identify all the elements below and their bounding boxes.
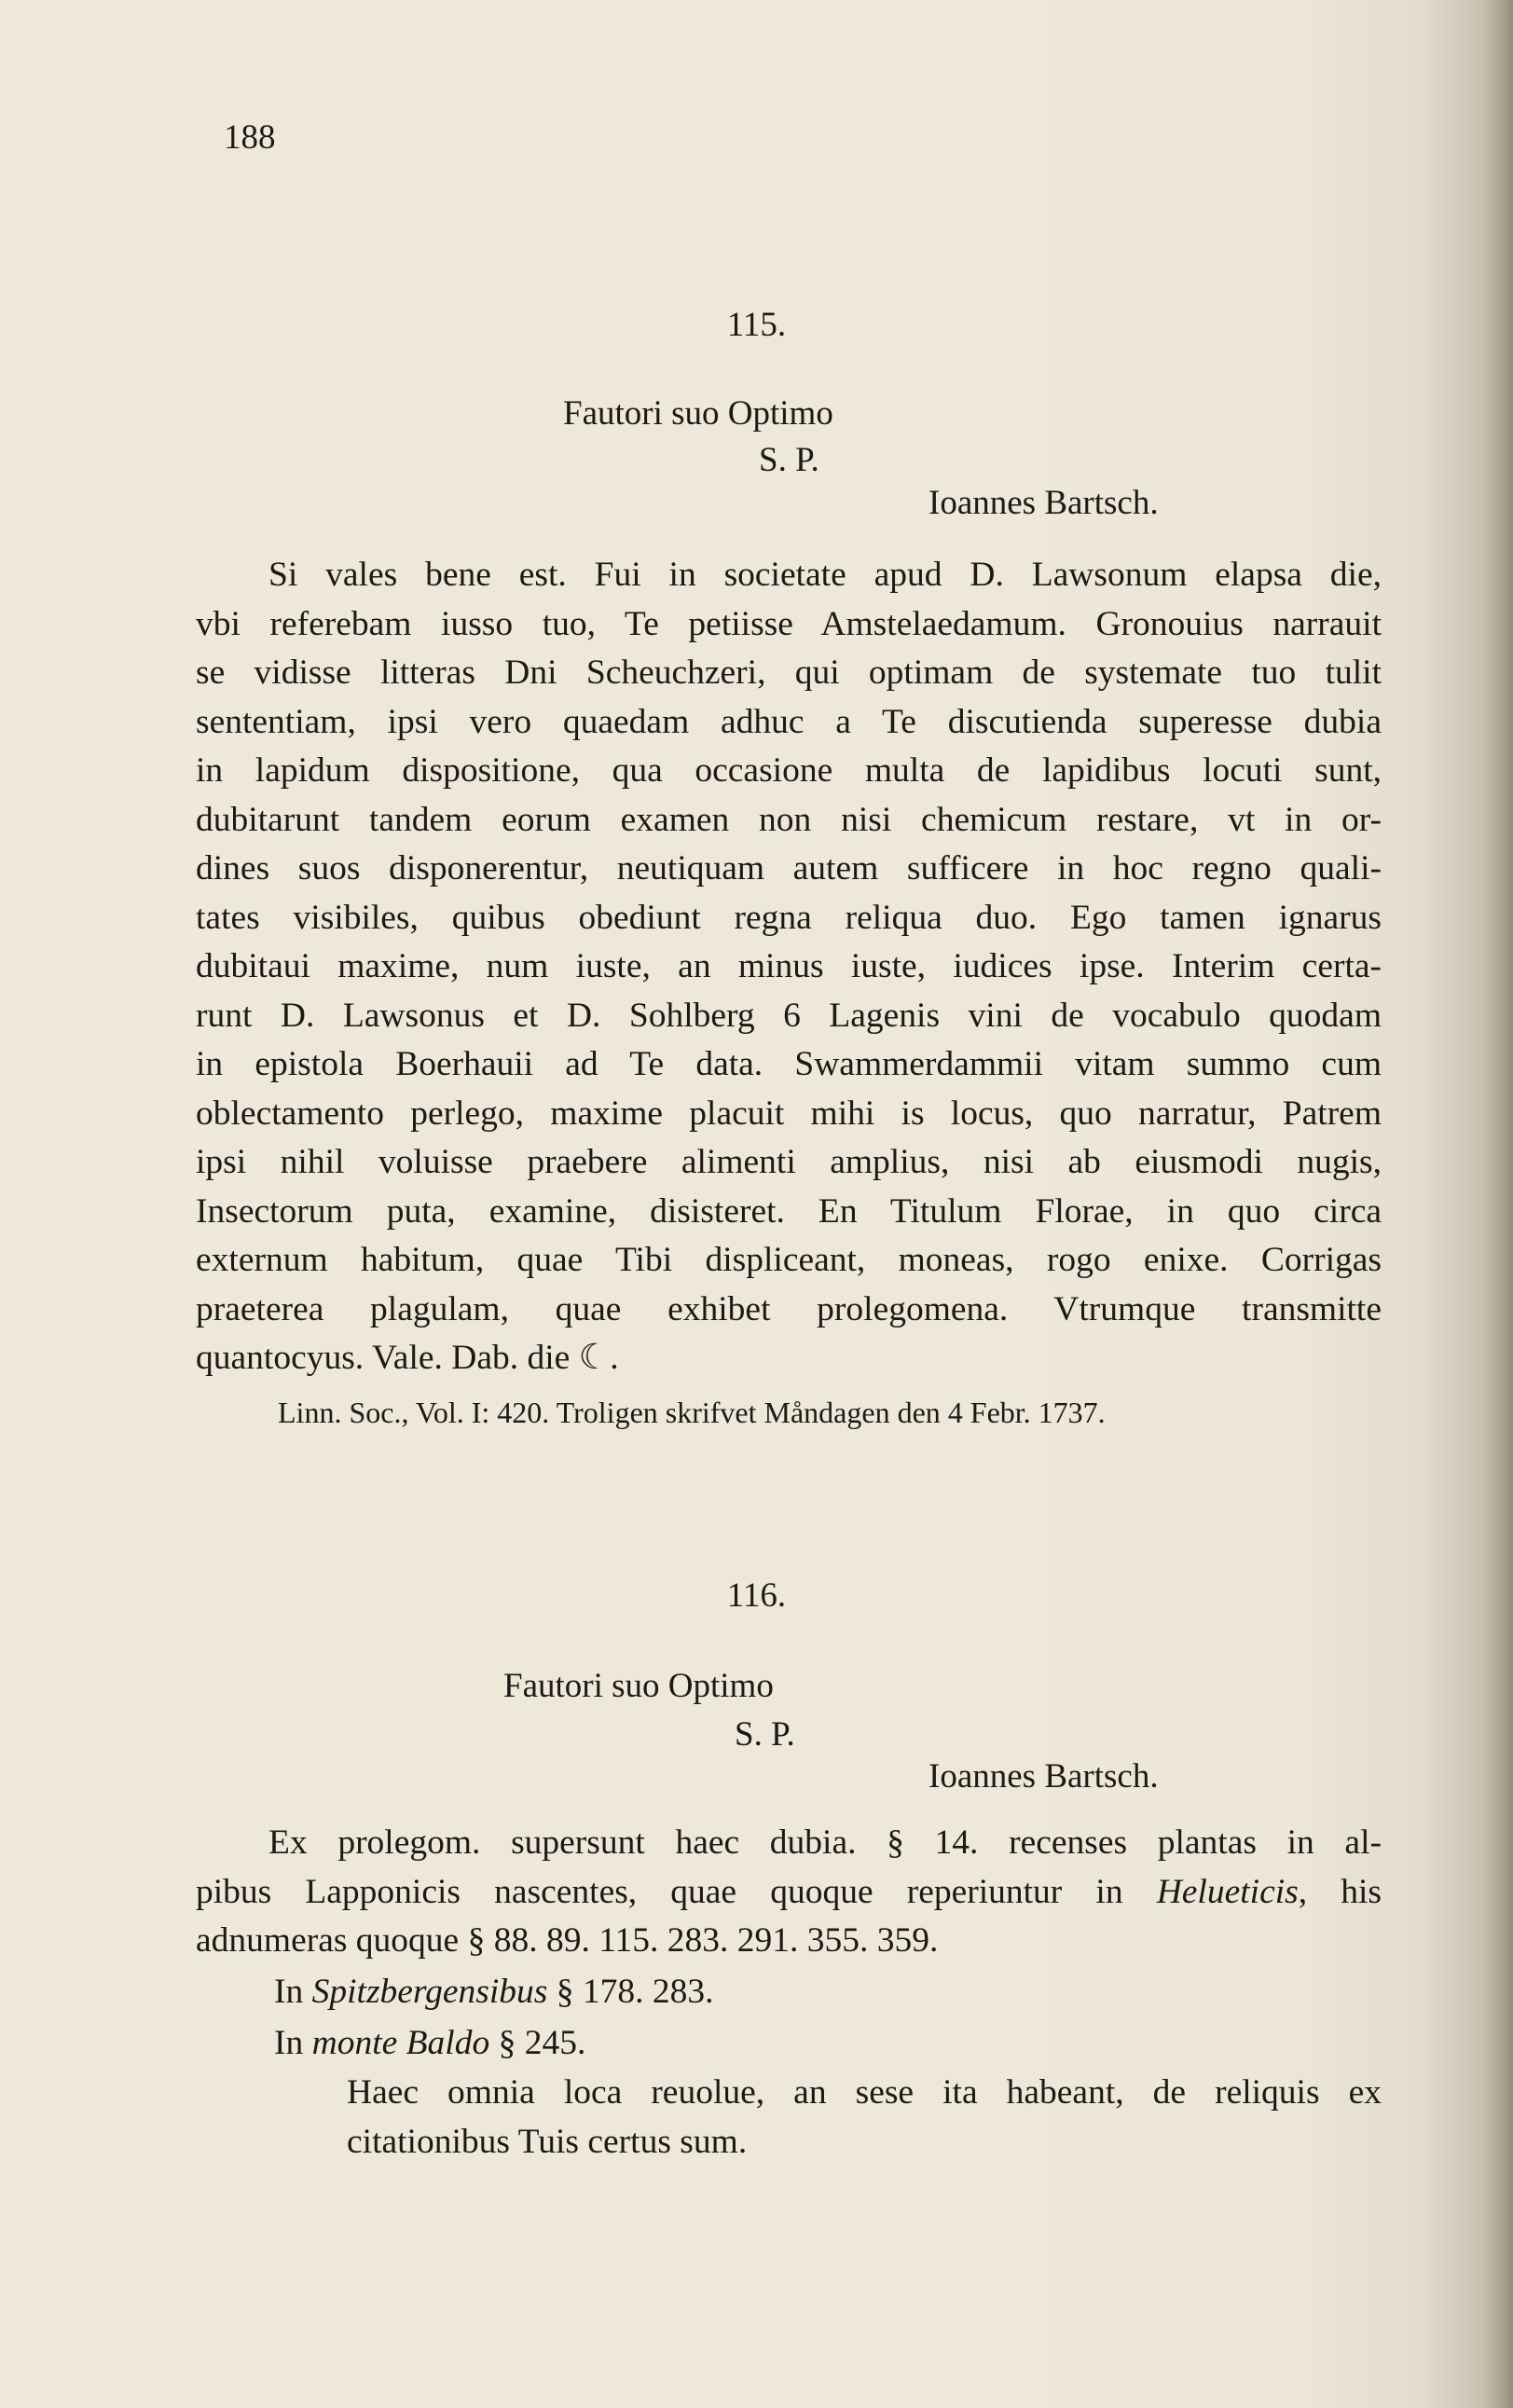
body-line: sententiam, ipsi vero quaedam adhuc a Te discutienda superesse dubia bbox=[196, 702, 1382, 741]
body-line: dines suos disponerentur, neutiquam autem sufficere in hoc regno quali- bbox=[196, 849, 1382, 888]
letter-body bbox=[196, 1819, 1382, 1966]
body-line: In monte Baldo § 245. bbox=[274, 2024, 586, 2062]
body-line: vbi referebam iusso tuo, Te petiisse Amstelaedamum. Gronouius narrauit bbox=[196, 604, 1382, 643]
body-line: in epistola Boerhauii ad Te data. Swammerdammii vitam summo cum bbox=[196, 1045, 1382, 1083]
page-number: 188 bbox=[224, 118, 276, 157]
salutation: Fautori suo Optimo bbox=[563, 394, 833, 433]
author: Ioannes Bartsch. bbox=[928, 1757, 1159, 1796]
body-line: Insectorum puta, examine, disisteret. En Titulum Florae, in quo circa bbox=[196, 1191, 1382, 1231]
body-line: quantocyus. Vale. Dab. die ☾. bbox=[196, 1339, 619, 1377]
body-line: oblectamento perlego, maxime placuit mihi is locus, quo narratur, Patrem bbox=[196, 1094, 1382, 1133]
place-name: monte Baldo bbox=[311, 2024, 490, 2062]
body-line: praeterea plagulam, quae exhibet prolegomena. Vtrumque transmitte bbox=[196, 1289, 1382, 1328]
body-line: adnumeras quoque § 88. 89. 115. 283. 291. 355. 359. bbox=[196, 1921, 939, 1960]
greeting: S. P. bbox=[735, 1715, 795, 1754]
place-name: Spitzbergensibus bbox=[311, 1973, 548, 2011]
body-line: tates visibiles, quibus obediunt regna reliqua duo. Ego tamen ignarus bbox=[196, 898, 1382, 937]
letter-body bbox=[196, 551, 1382, 1383]
author: Ioannes Bartsch. bbox=[928, 484, 1159, 522]
body-line: se vidisse litteras Dni Scheuchzeri, qui optimam de systemate tuo tulit bbox=[196, 654, 1382, 692]
body-line: externum habitum, quae Tibi displiceant, moneas, rogo enixe. Corrigas bbox=[196, 1241, 1382, 1279]
body-line: Haec omnia loca reuolue, an sese ita habeant, de reliquis ex bbox=[347, 2073, 1382, 2112]
source-note: Linn. Soc., Vol. I: 420. Troligen skrifvet Måndagen den 4 Febr. 1737. bbox=[278, 1396, 1106, 1429]
body-line: ipsi nihil voluisse praebere alimenti amplius, nisi ab eiusmodi nugis, bbox=[196, 1143, 1382, 1181]
body-line: dubitarunt tandem eorum examen non nisi chemicum restare, vt in or- bbox=[196, 800, 1382, 839]
body-line: in lapidum dispositione, qua occasione multa de lapidibus locuti sunt, bbox=[196, 751, 1382, 790]
body-line: Si vales bene est. Fui in societate apud D. Lawsonum elapsa die, bbox=[268, 556, 1382, 594]
letter-number: 116. bbox=[726, 1576, 787, 1615]
body-line: pibus Lapponicis nascentes, quae quoque reperiuntur in Helueticis, his bbox=[196, 1872, 1382, 1911]
salutation: Fautori suo Optimo bbox=[503, 1667, 774, 1705]
body-line: In Spitzbergensibus § 178. 283. bbox=[274, 1973, 714, 2011]
letter-body bbox=[347, 2069, 1382, 2167]
book-spine-shadow bbox=[1481, 0, 1513, 2408]
body-line: Ex prolegom. supersunt haec dubia. § 14. recenses plantas in al- bbox=[268, 1823, 1382, 1862]
greeting: S. P. bbox=[759, 441, 819, 479]
body-line: runt D. Lawsonus et D. Sohlberg 6 Lagenis vini de vocabulo quodam bbox=[196, 996, 1382, 1035]
letter-number: 115. bbox=[726, 306, 787, 344]
body-line: citationibus Tuis certus sum. bbox=[347, 2122, 748, 2161]
body-line: dubitaui maxime, num iuste, an minus iuste, iudices ipse. Interim certa- bbox=[196, 947, 1382, 985]
place-name: Helueticis bbox=[1156, 1872, 1299, 1911]
